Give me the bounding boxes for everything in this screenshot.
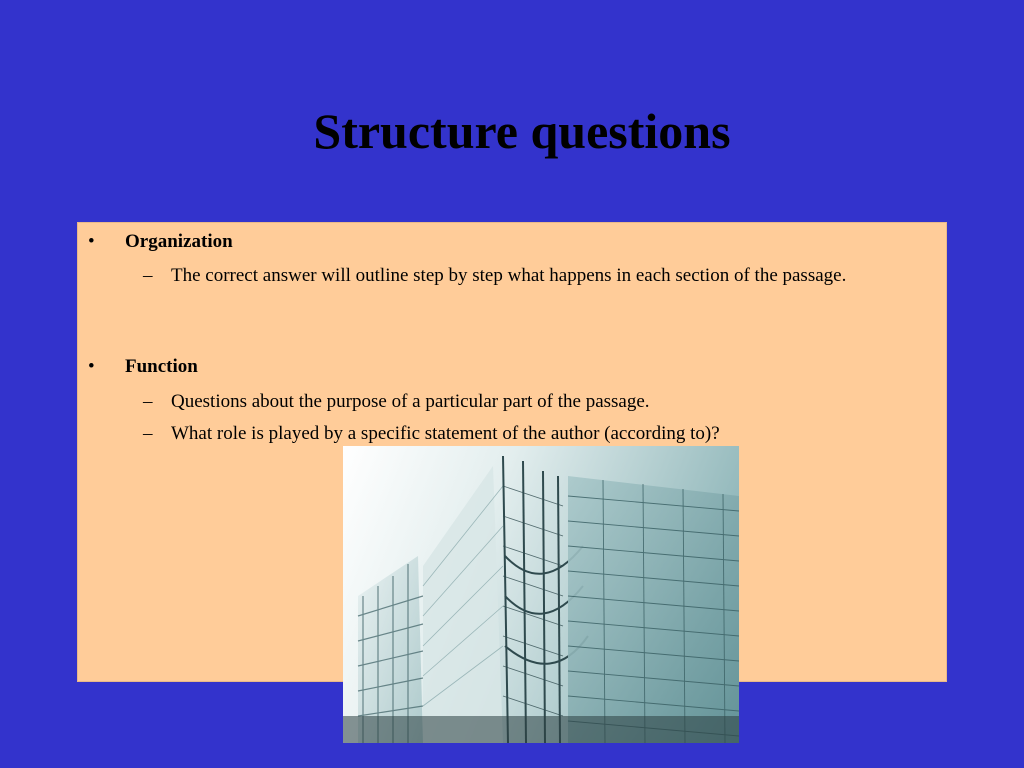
- subitem-text: Questions about the purpose of a particular part of the passage.: [171, 391, 650, 412]
- sub-glyph: –: [143, 391, 153, 412]
- subitem-text: What role is played by a specific statement of the author (according to)?: [171, 423, 720, 444]
- bullet-label: Function: [125, 356, 198, 377]
- sub-glyph: –: [143, 265, 153, 286]
- sub-glyph: –: [143, 423, 153, 444]
- slide-title: Structure questions: [313, 103, 731, 159]
- skyscraper-photo: [343, 446, 739, 743]
- subitem-text: The correct answer will outline step by step what happens in each section of the passage.: [171, 265, 847, 286]
- bullet-label: Organization: [125, 231, 233, 252]
- bullet-glyph: •: [88, 356, 95, 377]
- bullet-glyph: •: [88, 231, 95, 252]
